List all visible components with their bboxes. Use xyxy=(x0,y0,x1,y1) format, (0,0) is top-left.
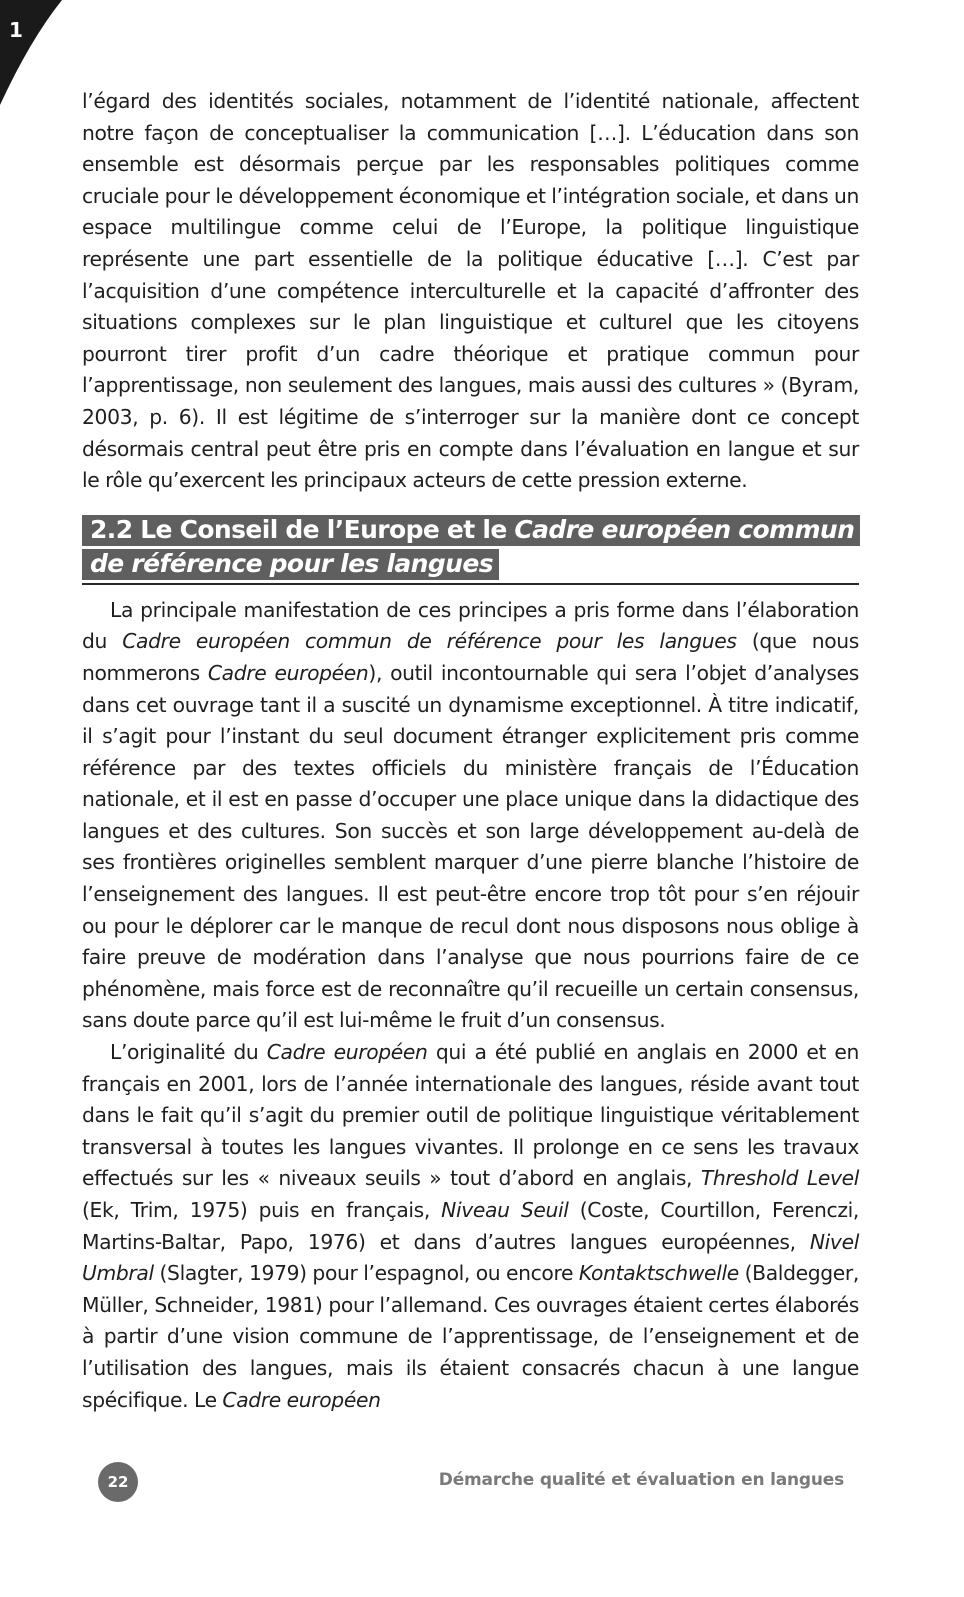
section-heading xyxy=(82,513,859,585)
text-run: La principale manifestation de ces principes a pris forme dans l’élaboration du xyxy=(82,597,859,654)
chapter-corner-tab xyxy=(0,0,70,110)
italic-title: Threshold Level xyxy=(700,1166,860,1191)
italic-title: Cadre européen xyxy=(222,1387,381,1412)
section-title xyxy=(82,513,859,581)
page-number-badge: 22 xyxy=(98,1462,138,1502)
intro-paragraph: l’égard des identités sociales, notamment de l’identité nationale, affectent notre façon de conceptualiser la communication […]. L’éducation dans son ensemble est désormais perçue par les responsables politiques comme cruciale pour le développement économique et l’intégration sociale, et dans un espace multilingue comme celui de l’Europe, la politique linguistique représente une part essentielle de la politique éducative […]. C’est par l’acquisition d’une compétence interculturelle et la capacité d’affronter des situations complexes sur le plan linguistique et culturel que les citoyens pourront tirer profit d’un cadre théorique et pratique commun pour l’apprentissage, non seulement des langues, mais aussi des cultures » (Byram, 2003, p. 6). Il est légitime de s’interroger sur la manière dont ce concept désormais central peut être pris en compte dans l’évaluation en langue et sur le rôle qu’exercent les principaux acteurs de cette pression externe. xyxy=(82,89,859,493)
italic-title: Cadre européen xyxy=(207,660,369,685)
text-run: (Baldegger, Müller, Schneider, 1981) pour l’allemand. Ces ouvrages étaient certes élaborés à partir d’une vision commune de l’apprentissage, de l’enseignement et de l’utilisation des langues, mais ils étaient consacrés chacun à une langue spécifique. Le xyxy=(82,1261,859,1412)
section-title-plain: 2.2 Le Conseil de l’Europe et le xyxy=(90,514,515,544)
page-body xyxy=(82,86,859,1416)
section-title-band xyxy=(82,515,860,580)
text-run: qui a été publié en anglais en 2000 et en français en 2001, lors de l’année internationale des langues, réside avant tout dans le fait qu’il s’agit du premier outil de politique linguistique véritablement transversal à toutes les langues vivantes. Il prolonge en ce sens les travaux effectués sur les « niveaux seuils » tout d’abord en anglais, xyxy=(82,1040,859,1191)
text-run: L’originalité du xyxy=(110,1040,267,1065)
text-run: (que nous nommerons xyxy=(82,629,859,685)
body-paragraph-1 xyxy=(82,595,859,1037)
chapter-number: 1 xyxy=(9,18,23,42)
italic-title: Niveau Seuil xyxy=(441,1198,569,1222)
italic-title: Cadre européen xyxy=(266,1040,428,1065)
italic-title: Kontaktschwelle xyxy=(578,1261,739,1286)
text-run: (Slagter, 1979) pour l’espagnol, ou encore xyxy=(153,1261,579,1286)
body-paragraph-2 xyxy=(82,1037,859,1416)
italic-title: Cadre européen commun de référence pour les langues xyxy=(122,629,737,654)
text-run: ), outil incontournable qui sera l’objet d’analyses dans cet ouvrage tant il a suscité un dynamisme exceptionnel. À titre indicatif, il s’agit pour l’instant du seul document étranger explicitement pris comme référence par des textes officiels du ministère français de l’Éducation nationale, et il est en passe d’occuper une place unique dans la didactique des langues et des cultures. Son succès et son large développement au-delà de ses frontières originelles semblent marquer d’une pierre blanche l’histoire de l’enseignement des langues. Il est peut-être encore trop tôt pour s’en réjouir ou pour le déplorer car le manque de recul dont nous disposons nous oblige à faire preuve de modération dans l’analyse que nous pourrions faire de ce phénomène, mais force est de reconnaître qu’il recueille un certain consensus, sans doute parce qu’il est lui-même le fruit d’un consensus. xyxy=(82,660,859,1033)
text-run: (Coste, Courtillon, Ferenczi, Martins-Baltar, Papo, 1976) et dans d’autres langues européennes, xyxy=(82,1198,860,1254)
italic-title: Nivel Umbral xyxy=(82,1229,859,1286)
section-title-italic: Cadre européen commun de référence pour les langues xyxy=(90,514,855,578)
running-title: Démarche qualité et évaluation en langues xyxy=(438,1470,844,1490)
text-run: (Ek, Trim, 1975) puis en français, xyxy=(82,1198,442,1222)
